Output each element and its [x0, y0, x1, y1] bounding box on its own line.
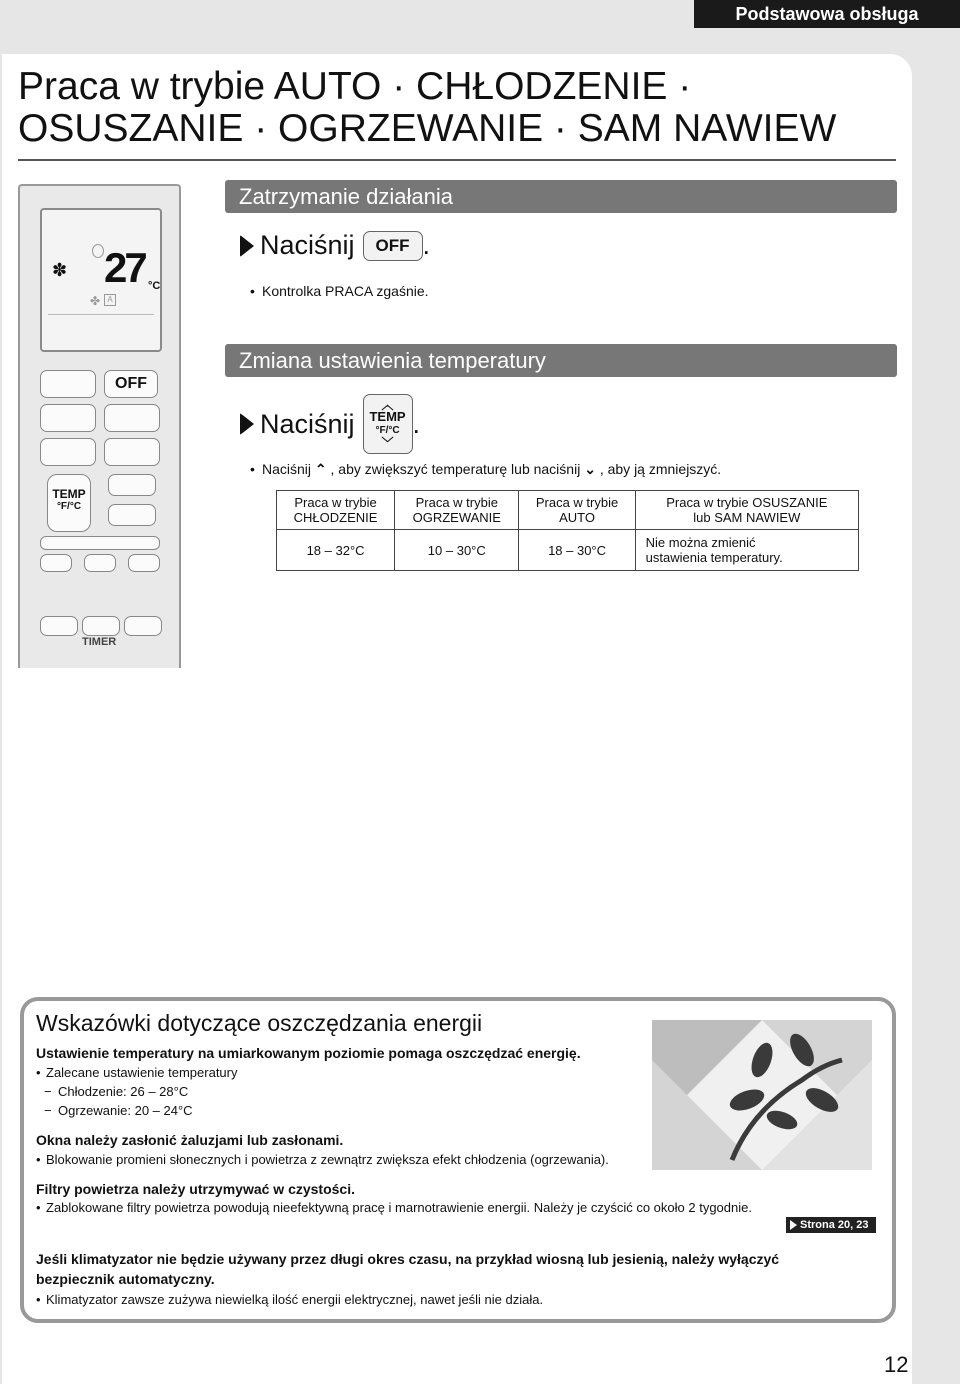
lcd-temperature: 27	[104, 244, 145, 291]
page-title-line2: OSUSZANIE · OGRZEWANIE · SAM NAWIEW	[18, 107, 837, 150]
temp-button-unit-label: °F/°C	[375, 425, 400, 436]
table-row	[277, 530, 859, 571]
remote-blank-button	[82, 616, 120, 636]
temp-step	[240, 394, 420, 454]
tip2-heading: Okna należy zasłonić żaluzjami lub zasłonami.	[36, 1132, 344, 1148]
remote-blank-button	[40, 554, 72, 572]
lcd-divider	[48, 314, 154, 315]
stop-step-text: Naciśnij	[260, 230, 355, 260]
tip4-heading-line2: bezpiecznik automatyczny.	[36, 1271, 215, 1287]
remote-blank-button	[104, 404, 160, 432]
remote-temp-unit-label: °F/°C	[56, 501, 82, 512]
temp-bullet-part3: , aby ją zmniejszyć.	[599, 461, 722, 477]
lcd-unit: °C	[148, 280, 161, 292]
table-cell: 18 – 32°C	[277, 530, 395, 571]
table-cell: 18 – 30°C	[519, 530, 635, 571]
step-marker-icon	[240, 235, 254, 257]
table-header-cell: Praca w trybie OGRZEWANIE	[395, 491, 519, 530]
tip1-bullet: • Zalecane ustawienie temperatury	[36, 1065, 238, 1080]
page-reference-link[interactable]: Strona 20, 23	[786, 1217, 876, 1233]
remote-lcd	[40, 208, 162, 352]
remote-off-button: OFF	[104, 370, 158, 398]
section-tab: Podstawowa obsługa	[694, 0, 960, 28]
auto-icon: A	[104, 294, 116, 306]
table-header-cell: Praca w trybie OSUSZANIE lub SAM NAWIEW	[635, 491, 858, 530]
page-title-line1: Praca w trybie AUTO · CHŁODZENIE ·	[18, 65, 692, 108]
table-note-cell: Nie można zmienić ustawienia temperatury.	[635, 530, 858, 571]
temp-button[interactable]	[363, 394, 413, 454]
temp-button-label: TEMP	[369, 409, 406, 424]
remote-temp-button	[47, 474, 91, 532]
table-header-cell: Praca w trybie AUTO	[519, 491, 635, 530]
remote-temp-label: TEMP	[52, 487, 86, 501]
tip1-heating: − Ogrzewanie: 20 – 24°C	[36, 1103, 193, 1118]
remote-blank-button	[108, 504, 156, 526]
temp-step-text: Naciśnij	[260, 408, 355, 439]
leaf-illustration	[652, 1020, 872, 1170]
snowflake-icon: ✽	[52, 260, 68, 280]
tip3-heading: Filtry powietrza należy utrzymywać w czystości.	[36, 1181, 355, 1197]
energy-tips-title: Wskazówki dotyczące oszczędzania energii	[36, 1010, 483, 1036]
fan-icon: ✤	[90, 294, 101, 308]
tip3-bullet: • Zablokowane filtry powietrza powodują nieefektywną pracę i marnotrawienie energii. Należy je czyścić co około 2 tygodnie.	[36, 1200, 752, 1215]
remote-blank-button	[128, 554, 160, 572]
remote-control-illustration	[18, 184, 181, 668]
remote-blank-button	[104, 438, 160, 466]
remote-blank-button	[108, 474, 156, 496]
tip1-cooling: − Chłodzenie: 26 – 28°C	[36, 1084, 188, 1099]
section-heading-temperature: Zmiana ustawienia temperatury	[225, 344, 897, 377]
off-button[interactable]: OFF	[363, 231, 423, 261]
remote-blank-button	[40, 616, 78, 636]
tip2-bullet: • Blokowanie promieni słonecznych i powietrza z zewnątrz zwiększa efekt chłodzenia (ogrzewania).	[36, 1152, 609, 1167]
remote-blank-button	[40, 404, 96, 432]
stop-step	[240, 230, 430, 261]
remote-blank-button	[124, 616, 162, 636]
section-heading-stop: Zatrzymanie działania	[225, 180, 897, 213]
tip4-bullet: • Klimatyzator zawsze zużywa niewielką ilość energii elektrycznej, nawet jeśli nie działa.	[36, 1292, 543, 1307]
stop-step-suffix: .	[422, 230, 431, 260]
stop-bullet: • Kontrolka PRACA zgaśnie.	[262, 283, 429, 299]
temp-bullet-part2: , aby zwiększyć temperaturę lub naciśnij	[330, 461, 581, 477]
table-cell: 10 – 30°C	[395, 530, 519, 571]
power-indicator-icon	[92, 244, 104, 258]
remote-blank-button	[40, 536, 160, 550]
remote-blank-button	[84, 554, 116, 572]
remote-blank-button	[40, 438, 96, 466]
chevron-down-icon: ⌄	[584, 461, 596, 477]
page-title	[18, 66, 836, 150]
title-divider	[18, 159, 896, 161]
remote-blank-button	[40, 370, 96, 398]
tip4-heading-line1: Jeśli klimatyzator nie będzie używany przez długi okres czasu, na przykład wiosną lub jesienią, należy wyłączyć	[36, 1251, 780, 1267]
chevron-up-icon: ⌃	[314, 461, 327, 477]
remote-timer-label: TIMER	[82, 636, 117, 648]
temperature-range-table	[276, 490, 859, 571]
page-number: 12	[884, 1352, 909, 1377]
temp-bullet-part1: Naciśnij	[262, 461, 312, 477]
chevron-up-icon: ︿	[381, 398, 394, 412]
temp-bullet	[262, 461, 721, 478]
temp-step-suffix: .	[412, 408, 421, 439]
table-header-cell: Praca w trybie CHŁODZENIE	[277, 491, 395, 530]
tip1-heading: Ustawienie temperatury na umiarkowanym poziomie pomaga oszczędzać energię.	[36, 1045, 581, 1061]
step-marker-icon	[240, 413, 254, 435]
table-header-row	[277, 491, 859, 530]
chevron-down-icon: ﹀	[381, 436, 394, 450]
